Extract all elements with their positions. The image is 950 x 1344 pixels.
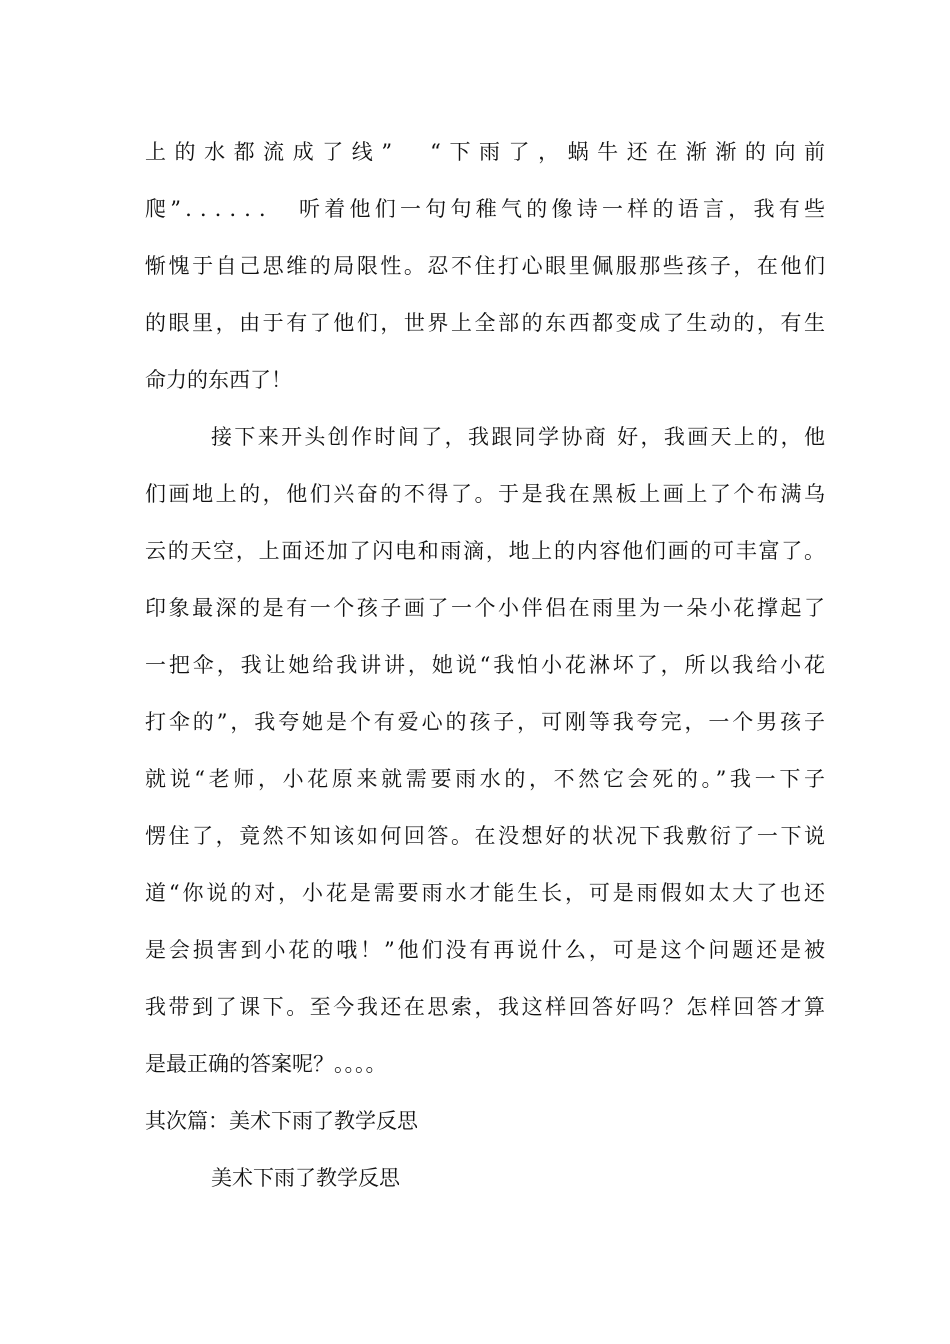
paragraph-2-line-12: 是最正确的答案呢？。。。。 <box>145 1052 387 1076</box>
section-heading: 其次篇：美术下雨了教学反思 <box>145 1109 418 1133</box>
paragraph-2-line-8: 愣住了，竟然不知该如何回答。在没想好的状况下我敷衍了一下说 <box>145 824 825 848</box>
paragraph-line-5: 命力的东西了！ <box>145 368 292 392</box>
paragraph-line-1: 上的水都流成了线” “下雨了，蜗牛还在渐渐的向前 <box>145 140 825 164</box>
paragraph-line-2: 爬”．．．．．． 听着他们一句句稚气的像诗一样的语言，我有些 <box>145 197 825 221</box>
paragraph-2-line-11: 我带到了课下。至今我还在思索，我这样回答好吗？怎样回答才算 <box>145 995 825 1019</box>
paragraph-2-line-3: 云的天空，上面还加了闪电和雨滴，地上的内容他们画的可丰富了。 <box>145 539 825 563</box>
paragraph-2-line-2: 们画地上的，他们兴奋的不得了。于是我在黑板上画上了个布满乌 <box>145 482 825 506</box>
paragraph-2-line-10: 是会损害到小花的哦！”他们没有再说什么，可是这个问题还是被 <box>145 938 825 962</box>
paragraph-2-line-4: 印象最深的是有一个孩子画了一个小伴侣在雨里为一朵小花撑起了 <box>145 596 825 620</box>
paragraph-2-line-5: 一把伞，我让她给我讲讲，她说“我怕小花淋坏了，所以我给小花 <box>145 653 825 677</box>
paragraph-line-3: 惭愧于自己思维的局限性。忍不住打心眼里佩服那些孩子，在他们 <box>145 254 825 278</box>
paragraph-2-line-1: 接下来开头创作时间了，我跟同学协商 好，我画天上的，他 <box>211 425 825 449</box>
paragraph-2-line-7: 就说“老师，小花原来就需要雨水的，不然它会死的。”我一下子 <box>145 767 825 791</box>
paragraph-2-line-6: 打伞的”，我夸她是个有爱心的孩子，可刚等我夸完，一个男孩子 <box>145 710 825 734</box>
section-title: 美术下雨了教学反思 <box>211 1166 400 1190</box>
paragraph-2-line-9: 道“你说的对，小花是需要雨水才能生长，可是雨假如太大了也还 <box>145 881 825 905</box>
paragraph-line-4: 的眼里，由于有了他们，世界上全部的东西都变成了生动的，有生 <box>145 311 825 335</box>
